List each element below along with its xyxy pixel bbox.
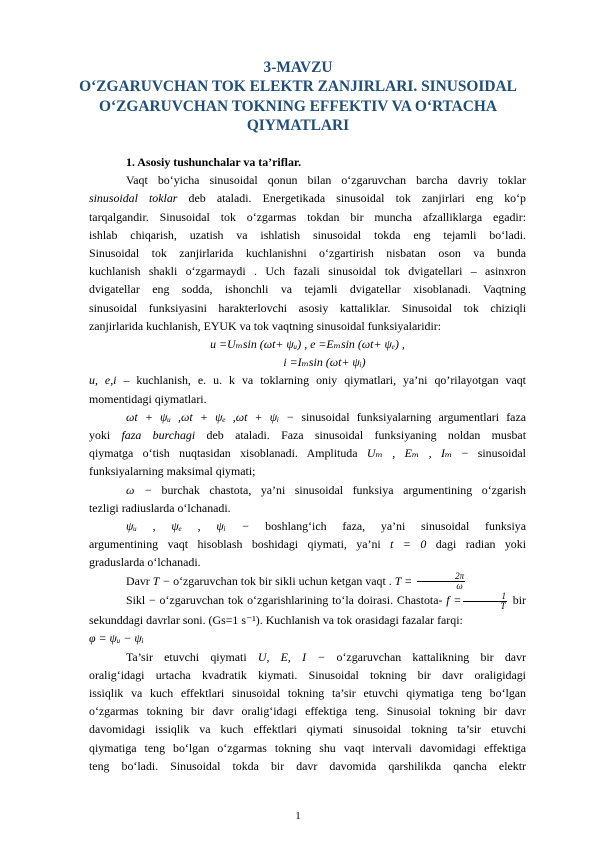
title-line: 3-MAVZU xyxy=(263,59,333,76)
formula-current: i =Iₘsin (ωt+ ψᵢ) xyxy=(283,355,366,370)
term-phase-angle: faza burchagi xyxy=(121,428,196,443)
paragraph-effective-value xyxy=(89,648,526,775)
phase-arguments: ωt + ψᵤ ,ωt + ψₑ ,ωt + ψᵢ − xyxy=(126,409,295,424)
page-number: 1 xyxy=(295,810,301,822)
paragraph-period xyxy=(89,572,526,592)
paragraph-instant-values xyxy=(89,371,526,407)
text-line xyxy=(89,591,526,611)
text-line xyxy=(89,189,526,207)
text-line: dvigatellar eng sodda, ishonchli va tejamli dvigatellar xisoblanadi. Vaqtning xyxy=(89,282,526,297)
text-span: dagi radian yoki xyxy=(426,537,526,552)
text-line: oralig‘idagi urtacha kvadratik kiymati. Sinusoidal tokning bir davr oraligidagi xyxy=(89,667,526,682)
symbols: u, e,i xyxy=(89,373,117,388)
title-line: O‘ZGARUVCHAN TOKNING EFFEKTIV VA O‘RTACHA xyxy=(99,97,497,115)
omega-symbol: ω − xyxy=(126,482,152,497)
text-line xyxy=(89,444,526,462)
text-span: deb ataladi. Energetikada sinusoidal tok zanjirlari eng ko‘p xyxy=(177,191,526,206)
text-line: qiymatiga teng bo‘lgan o‘zgarmas tokning shu vaqt intervali davomidagi effektiga xyxy=(89,740,526,755)
section-heading: 1. Asosiy tushunchalar va ta’riflar. xyxy=(126,155,302,169)
text-line xyxy=(89,426,526,444)
title-line: QIYMATLARI xyxy=(246,117,350,135)
text-line: kuchlanish shakli o‘zgarmaydi . Uch fazali sinusoidal tok dvigatellari – asinxron xyxy=(89,264,526,279)
page-title xyxy=(40,58,556,136)
paragraph-initial-phase xyxy=(89,517,526,572)
amplitude-symbols: Uₘ , Eₘ , Iₘ xyxy=(366,446,453,461)
text-line xyxy=(89,517,526,535)
text-line: davomidagi issiqlik va kuch effektlari qiymati sinusoidal tokning ta’sir etuvchi xyxy=(89,722,526,737)
text-line xyxy=(89,535,526,553)
fraction-1-over-T xyxy=(463,592,507,611)
paragraph-phase xyxy=(89,408,526,481)
initial-phase-symbols: ψᵤ , ψₑ , ψᵢ − xyxy=(126,519,250,534)
text-line: o‘zgarmas tokning bir davr oralig‘idagi effektiga teng. Sinusoial tokning bir davr xyxy=(89,704,526,719)
text-span: Davr xyxy=(126,573,153,588)
formula-phase-difference: φ = ψᵤ − ψᵢ xyxy=(89,631,144,646)
term-sinusoidal-currents: sinusoidal toklar xyxy=(89,191,178,206)
text-span: Ta’sir etuvchi qiymati xyxy=(126,649,258,664)
document-body xyxy=(89,153,526,775)
text-line: zanjirlarida kuchlanish, EYUK va tok vaqtning sinusoidal funksiyalaridir: xyxy=(89,318,442,333)
text-span: Sikl − o‘zgaruvchan tok o‘zgarishlarining to‘la doirasi. Chastota- xyxy=(126,593,447,608)
text-span: bir xyxy=(508,593,526,608)
text-span: o‘zgaruvchan tok bir sikli uchun ketgan vaqt . xyxy=(170,573,395,588)
text-line: teng bo‘ladi. Sinusoidal tokda bir davr davomida qarshilikda qancha elektr xyxy=(89,758,526,773)
text-line: sinusoidal funksiyasini harakterlovchi asosiy kattaliklar. Sinusoidal tok chiziqli xyxy=(89,300,526,315)
effective-symbols: U, E, I − xyxy=(257,649,326,664)
denominator: T xyxy=(500,601,506,612)
text-line xyxy=(89,408,526,426)
text-line: tezligi radiuslarda o‘lchanadi. xyxy=(89,500,231,515)
text-line xyxy=(89,648,526,666)
text-line: sekunddagi davrlar soni. (Gs=1 s⁻¹). Kuchlanish va tok orasidagi fazalar farqi: xyxy=(89,613,463,628)
numerator: 1 xyxy=(463,592,507,602)
period-formula: T = xyxy=(394,573,413,588)
text-line: Sinusoidal tok zanjirlarida kuchlanishni o‘zgartirish nisbatan oson va bunda xyxy=(89,246,526,261)
paragraph-angular-frequency xyxy=(89,481,526,517)
denominator: ω xyxy=(456,581,463,592)
text-line: funksiyalarning maksimal qiymati; xyxy=(89,464,256,479)
formula-voltage-emf: u =Uₘsin (ωt+ ψᵤ) , e =Eₘsin (ωt+ ψₑ) , xyxy=(210,337,405,352)
text-span: boshlang‘ich faza, ya’ni sinusoidal funksiya xyxy=(249,519,526,534)
text-span: argumentining vaqt hisoblash boshidagi qiymati, ya’ni xyxy=(89,537,391,552)
text-span: deb ataladi. Faza sinusoidal funksiyaning noldan musbat xyxy=(195,428,526,443)
time-zero: t = 0 xyxy=(390,537,427,552)
text-span: qiymatga o‘tish nuqtasidan xisoblanadi. Amplituda xyxy=(89,446,367,461)
frequency-formula: f = xyxy=(446,593,462,608)
text-span: – kuchlanish, e. u. k va toklarning oniy qiymatlari, ya’ni qo’rilayotgan vaqt xyxy=(116,373,526,388)
text-line: ishlab chiqarish, uzatish va ishlatish sinusoidal tokda eng tejamli bo‘ladi. xyxy=(89,227,526,242)
text-line: issiqlik va kuch effektlari sinusoidal tokning ta’sir etuvchi qiymatiga teng bo‘lgan xyxy=(89,686,526,701)
text-span: o‘zgaruvchan kattalikning bir davr xyxy=(325,649,526,664)
text-line xyxy=(89,371,526,389)
text-span: − sinusoidal xyxy=(452,446,526,461)
text-span: sinusoidal funksiyalarning argumentlari faza xyxy=(294,409,526,424)
text-span: burchak chastota, ya’ni sinusoidal funksiya argumentining o‘zgarish xyxy=(151,482,526,497)
text-line xyxy=(89,481,526,499)
paragraph-frequency xyxy=(89,591,526,629)
text-span: yoki xyxy=(89,428,122,443)
text-line: graduslarda o‘lchanadi. xyxy=(89,555,201,570)
text-line: Vaqt bo‘yicha sinusoidal qonun bilan o‘zgaruvchan barcha davriy toklar xyxy=(126,173,526,188)
fraction-2pi-over-omega xyxy=(417,572,465,591)
text-line: tarqalgandir. Sinusoidal tok o‘zgarmas tokdan bir muncha afzalliklarga egadir: xyxy=(89,209,526,224)
numerator: 2π xyxy=(417,572,465,582)
paragraph-intro xyxy=(89,171,526,335)
period-symbol: T − xyxy=(152,573,171,588)
text-line: momentidagi qiymatlari. xyxy=(89,391,207,406)
title-line: O‘ZGARUVCHAN TOK ELEKTR ZANJIRLARI. SINUSOIDAL xyxy=(79,78,517,96)
